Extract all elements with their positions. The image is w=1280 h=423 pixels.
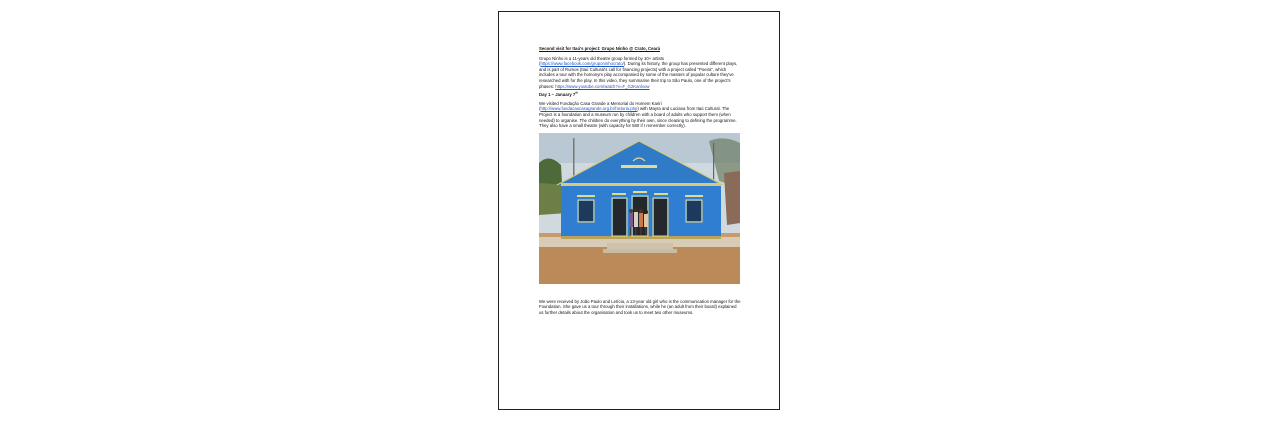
youtube-link[interactable]: https://www.youtube.com/watch?v=F_G2Kanlvow: [555, 83, 650, 89]
after-photo-paragraph: We were received by João Paulo and Letícia, a 13-year old girl who is the communication manager for the Foundation. She gave us a tour through their installations, while he (an adult from their board) explained us further details about the organisation and took us to meet two other museums.: [539, 298, 741, 315]
document-title: Second visit for Itaú's project: Grupo Ninho @ Crato, Ceará: [539, 46, 661, 51]
intro-text-1: Grupo Ninho is a 11-years old theatre group formed by 10+ artists (: [539, 55, 664, 67]
day1-text-1: We visited Fundação Casa Grande a Memorial do Homem Kariri (: [539, 100, 662, 112]
day-heading-sup: th: [575, 90, 579, 95]
building-photo: [539, 133, 740, 284]
page-content: [539, 46, 741, 319]
day-heading-text: Day 1 – January 7: [539, 92, 576, 98]
facebook-link[interactable]: https://www.facebook.com/gruponinhocrato/: [540, 61, 624, 67]
document-page: [498, 11, 780, 410]
day1-text-2: ) with Mayra and Luciana from Itaú Cultural. The Project is a foundation and a museum run by children with a board of adults who support them (when needed) to organise. The children do everything by their own, since cleaning to defining the programme. They also have a small theatre (with capacity for 580 if I remember correctly).: [539, 106, 737, 129]
day1-paragraph: [539, 101, 741, 129]
day-heading: [539, 92, 741, 98]
fundacao-link[interactable]: http://www.fundacaocasagrande.org.br/historia.php: [540, 106, 638, 112]
intro-text-2: ). During its history, the group has presented different plays, and is part of Rumos (Itaú Cultural's call for financing projects) with a project called "Poeira", which includes a tour with the homonym play accompanied by some of the masters of popular culture they've researched with for the play. In this video, they summarise their trip to São Paulo, one of the project's phases:: [539, 61, 738, 89]
intro-paragraph: [539, 56, 741, 90]
